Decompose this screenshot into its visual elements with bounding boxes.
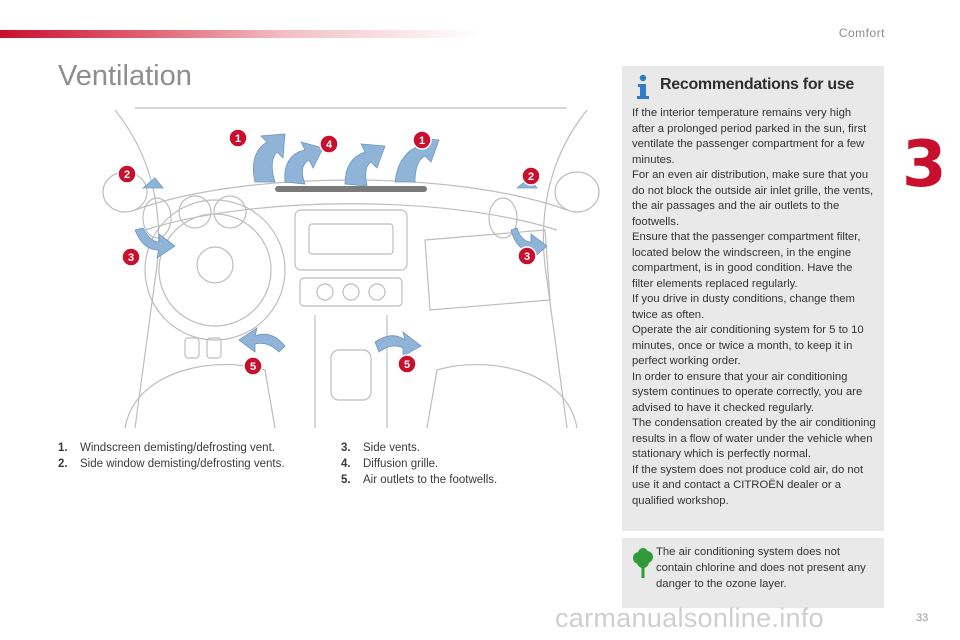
recommendation-paragraph: If the system does not produce cold air, do not use it and contact a CITROËN dealer or a qualified workshop.	[632, 463, 864, 507]
svg-text:1: 1	[418, 135, 426, 147]
svg-text:5: 5	[403, 359, 411, 371]
legend-number: 3.	[341, 442, 351, 454]
legend-number: 4.	[341, 458, 351, 470]
legend-text: Diffusion grille.	[363, 458, 439, 470]
page-number: 33	[916, 612, 929, 624]
header-accent-bar	[0, 30, 480, 38]
legend-text: Windscreen demisting/defrosting vent.	[80, 442, 275, 454]
legend-item	[341, 472, 601, 488]
legend-number: 1.	[58, 442, 68, 454]
recommendations-panel	[622, 66, 884, 531]
marker-1-right	[413, 131, 431, 149]
legend-number: 5.	[341, 474, 351, 486]
tree-icon	[630, 548, 656, 580]
svg-text:2: 2	[123, 169, 131, 181]
marker-4	[320, 135, 338, 153]
marker-2-left	[118, 165, 136, 183]
legend-text: Air outlets to the footwells.	[363, 474, 498, 486]
recommendation-paragraph: For an even air distribution, make sure that you do not block the outside air inlet grille, the vents, the air passages and the air outlets to the footwells.	[632, 169, 874, 228]
eco-note-text: The air conditioning system does not contain chlorine and does not present any danger to the ozone layer.	[656, 546, 866, 590]
legend-right	[341, 440, 601, 488]
recommendation-paragraph: If the interior temperature remains very high after a prolonged period parked in the sun, first ventilate the passenger compartment for a few minutes.	[632, 107, 867, 166]
marker-5-right	[398, 355, 416, 373]
legend-text: Side vents.	[363, 442, 420, 454]
svg-text:2: 2	[527, 171, 535, 183]
marker-2-right	[522, 167, 540, 185]
recommendation-paragraph: If you drive in dusty conditions, change them twice as often.	[632, 293, 855, 321]
legend-item	[341, 456, 601, 472]
chapter-number: 3	[902, 128, 947, 202]
legend-item	[58, 456, 338, 472]
recommendation-paragraph: In order to ensure that your air conditioning system continues to operate correctly, you are advised to have it checked regularly.	[632, 370, 863, 414]
marker-3-left	[122, 248, 140, 266]
svg-text:5: 5	[249, 361, 257, 373]
legend-left	[58, 440, 338, 472]
legend-text: Side window demisting/defrosting vents.	[80, 458, 285, 470]
legend-number: 2.	[58, 458, 68, 470]
legend-item	[341, 440, 601, 456]
legend-item	[58, 440, 338, 456]
svg-text:4: 4	[325, 139, 333, 151]
eco-note-panel	[622, 538, 884, 608]
section-label: Comfort	[838, 26, 885, 40]
svg-text:3: 3	[523, 251, 531, 263]
recommendation-paragraph: Ensure that the passenger compartment filter, located below the windscreen, in the engine compartment, is in good condition. Have the filter elements replaced regularly.	[632, 231, 861, 290]
dashboard-ventilation-illustration	[95, 100, 607, 428]
recommendations-title: Recommendations for use	[660, 76, 855, 93]
recommendation-paragraph: Operate the air conditioning system for 5 to 10 minutes, once or twice a month, to keep it in perfect working order.	[632, 324, 864, 367]
svg-text:3: 3	[127, 252, 135, 264]
svg-text:1: 1	[234, 133, 242, 145]
marker-3-right	[518, 247, 536, 265]
marker-5-left	[244, 357, 262, 375]
marker-1-left	[229, 129, 247, 147]
recommendations-header	[622, 66, 884, 104]
recommendations-body	[632, 106, 876, 509]
watermark: carmanualsonline.info	[555, 603, 824, 633]
info-icon	[632, 74, 654, 100]
page-title: Ventilation	[58, 60, 192, 92]
recommendation-paragraph: The condensation created by the air conditioning results in a flow of water under the vehicle when stationary which is perfectly normal.	[632, 417, 876, 460]
